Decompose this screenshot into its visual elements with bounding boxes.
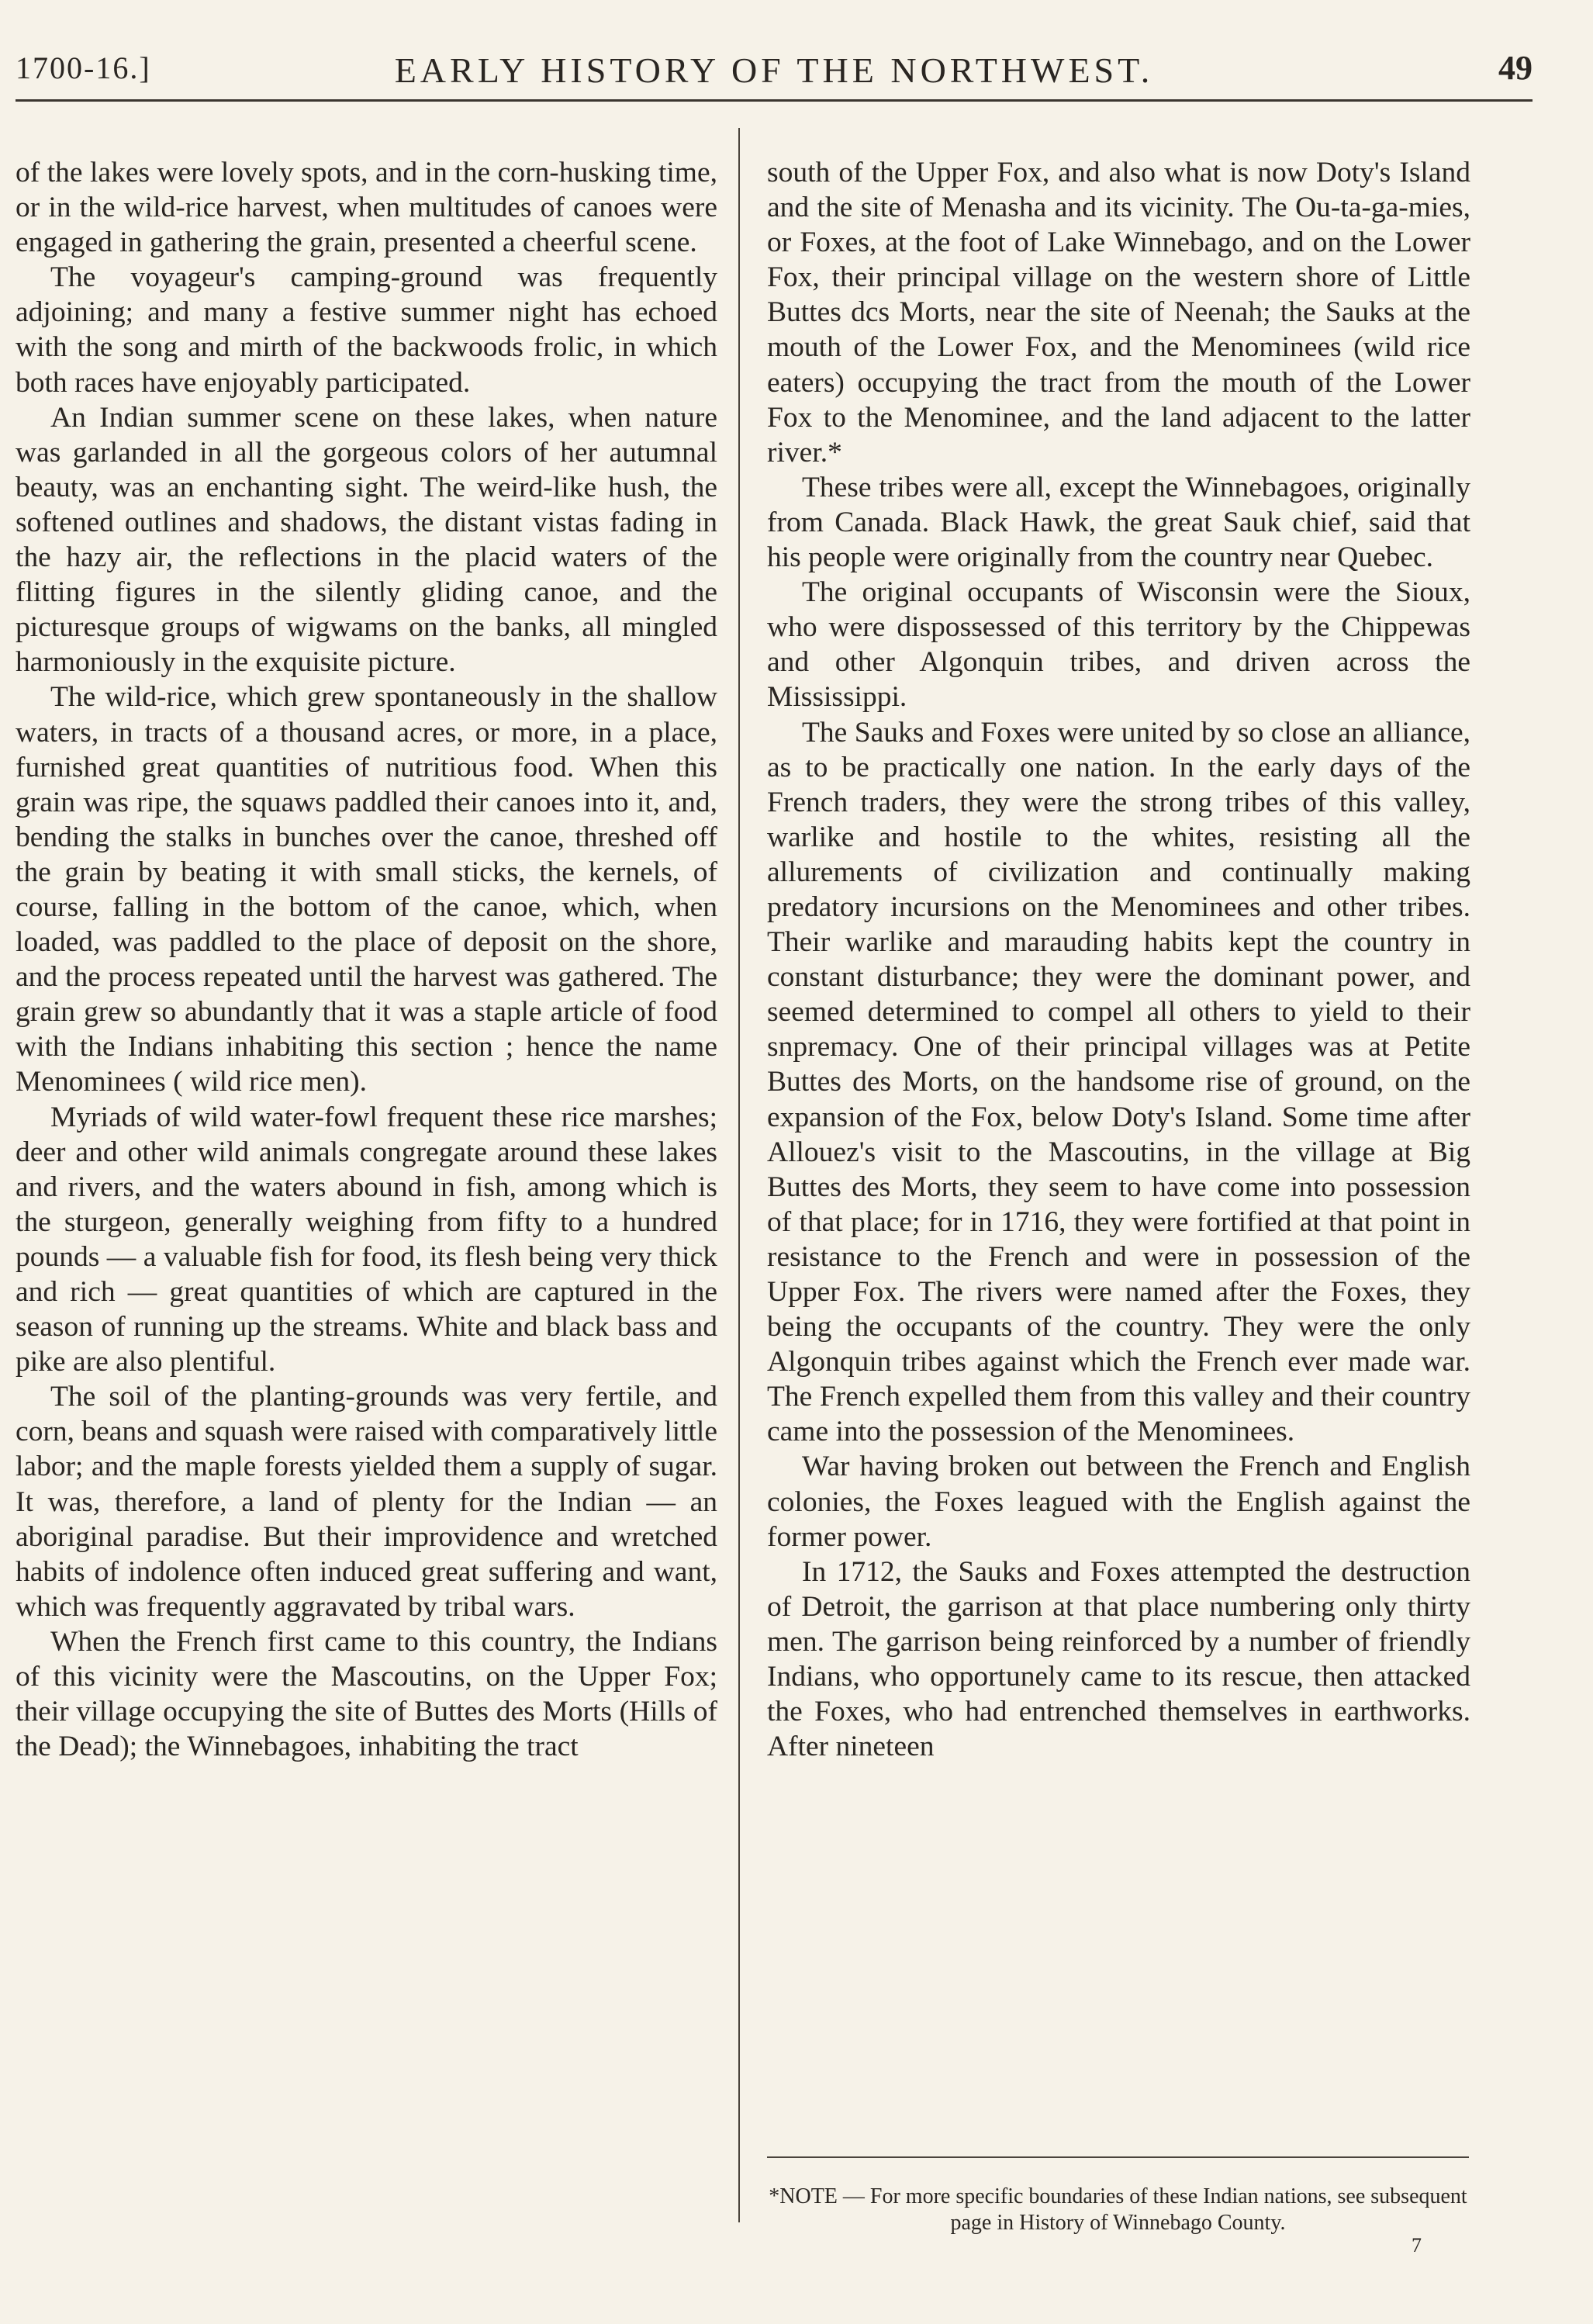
- paragraph: of the lakes were lovely spots, and in the corn-husking time, or in the wild-rice harvest, when multitudes of canoes were engaged in gathering the grain, presented a cheerful scene.: [16, 157, 717, 259]
- signature-mark: 7: [1412, 2234, 1422, 2257]
- paragraph: In 1712, the Sauks and Foxes attempted the destruction of Detroit, the garrison at that place numbering only thirty men. The garrison being reinforced by a number of friendly Indians, who opportunely came to its rescue, then attacked the Foxes, who had entrenched themselves in earthworks. After nineteen: [767, 1555, 1470, 1763]
- paragraph: War having broken out between the French and English colonies, the Foxes leagued with the English against the former power.: [767, 1451, 1470, 1553]
- footnote-rule: [767, 2156, 1469, 2158]
- left-column: [16, 155, 717, 1764]
- paragraph: When the French first came to this country, the Indians of this vicinity were the Mascoutins, on the Upper Fox; their village occupying the site of Buttes des Morts (Hills of the Dead); the Winnebagoes, inhabiting the tract: [16, 1625, 717, 1763]
- running-header: [16, 45, 1533, 102]
- header-dates: 1700-16.]: [16, 50, 151, 85]
- header-title: EARLY HISTORY OF THE NORTHWEST.: [394, 50, 1154, 90]
- page-number: 49: [1498, 49, 1533, 87]
- paragraph: An Indian summer scene on these lakes, when nature was garlanded in all the gorgeous colors of her autumnal beauty, was an enchanting sight. The weird-like hush, the softened outlines and shadows, the distant vistas fading in the hazy air, the reflections in the placid waters of the flitting figures in the silently gliding canoe, and the picturesque groups of wigwams on the banks, all mingled harmoniously in the exquisite picture.: [16, 401, 717, 679]
- paragraph: The Sauks and Foxes were united by so close an alliance, as to be practically one nation. In the early days of the French traders, they were the strong tribes of this valley, warlike and hostile to the whites, resisting all the allurements of civilization and continually making predatory incursions on the Menominees and other tribes. Their warlike and marauding habits kept the country in constant disturbance; they were the dominant power, and seemed determined to compel all others to yield to their snpremacy. One of their principal villages was at Petite Buttes des Morts, on the handsome rise of ground, on the expansion of the Fox, below Doty's Island. Some time after Allouez's visit to the Mascoutins, in the village at Big Buttes des Morts, they seem to have come into possession of that place; for in 1716, they were fortified at that point in resistance to the French and were in possession of the Upper Fox. The rivers were named after the Foxes, they being the occupants of the country. They were the only Algonquin tribes against which the French ever made war. The French expelled them from this valley and their country came into the possession of the Menominees.: [767, 716, 1470, 1448]
- paragraph: These tribes were all, except the Winnebagoes, originally from Canada. Black Hawk, the great Sauk chief, said that his people were originally from the country near Quebec.: [767, 471, 1470, 574]
- paragraph: Myriads of wild water-fowl frequent these rice marshes; deer and other wild animals congregate around these lakes and rivers, and the waters abound in fish, among which is the sturgeon, generally weighing from fifty to a hundred pounds — a valuable fish for food, its flesh being very thick and rich — great quantities of which are captured in the season of running up the streams. White and black bass and pike are also plentiful.: [16, 1101, 717, 1378]
- paragraph: The wild-rice, which grew spontaneously in the shallow waters, in tracts of a thousand acres, or more, in a place, furnished great quantities of nutritious food. When this grain was ripe, the squaws paddled their canoes into it, and, bending the stalks in bunches over the canoe, threshed off the grain by beating it with small sticks, the kernels, of course, falling in the bottom of the canoe, which, when loaded, was paddled to the place of deposit on the shore, and the process repeated until the harvest was gathered. The grain grew so abundantly that it was a staple article of food with the Indians inhabiting this section ; hence the name Menominees ( wild rice men).: [16, 681, 717, 1098]
- paragraph: The voyageur's camping-ground was frequently adjoining; and many a festive summer night has echoed with the song and mirth of the backwoods frolic, in which both races have enjoyably participated.: [16, 261, 717, 399]
- paragraph: south of the Upper Fox, and also what is now Doty's Island and the site of Menasha and its vicinity. The Ou-ta-ga-mies, or Foxes, at the foot of Lake Winnebago, and on the Lower Fox, their principal village on the western shore of Little Buttes dcs Morts, near the site of Neenah; the Sauks at the mouth of the Lower Fox, and the Menominees (wild rice eaters) occupying the tract from the mouth of the Lower Fox to the Menominee, and the land adjacent to the latter river.*: [767, 157, 1470, 469]
- paragraph: The soil of the planting-grounds was very fertile, and corn, beans and squash were raised with comparatively little labor; and the maple forests yielded them a supply of sugar. It was, therefore, a land of plenty for the Indian — an aboriginal paradise. But their improvidence and wretched habits of indolence often induced great suffering and want, which was frequently aggravated by tribal wars.: [16, 1381, 717, 1623]
- column-divider: [738, 128, 740, 2222]
- footnote: *NOTE — For more specific boundaries of these Indian nations, see subsequent page in History of Winnebago County.: [769, 2184, 1467, 2235]
- right-column: [767, 155, 1470, 1764]
- paragraph: The original occupants of Wisconsin were the Sioux, who were dispossessed of this territory by the Chippewas and other Algonquin tribes, and driven across the Mississippi.: [767, 576, 1470, 714]
